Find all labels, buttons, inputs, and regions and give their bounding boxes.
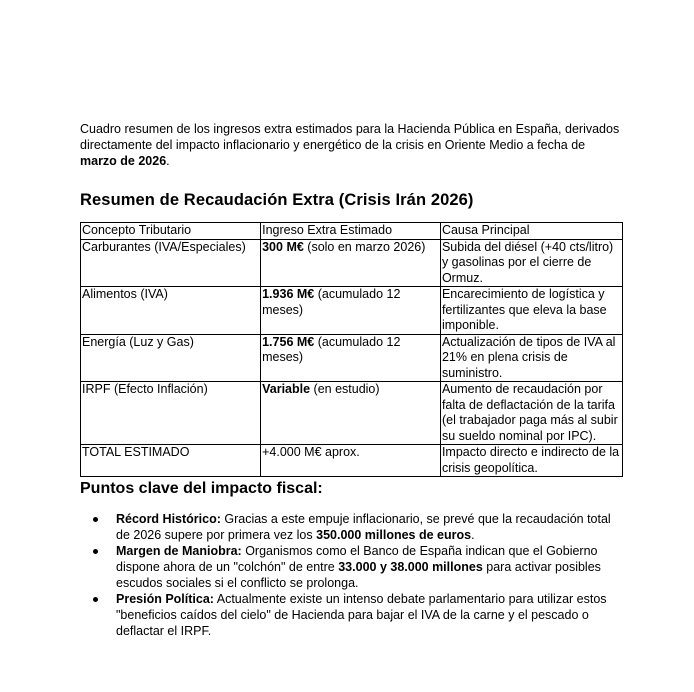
- point-text: Gracias a este empuje inflacionario, se prevé que la recaudación total de 2026 supere por primera vez los: [116, 512, 611, 542]
- key-points-list: [80, 511, 625, 639]
- row-amount: [261, 382, 441, 445]
- table-row: [81, 382, 623, 445]
- row-amount-value: 1.756 M€: [262, 334, 315, 349]
- list-item: [80, 591, 625, 639]
- row-concept: Carburantes (IVA/Especiales): [81, 239, 261, 287]
- key-points-heading: Puntos clave del impacto fiscal:: [80, 480, 323, 497]
- total-label: TOTAL ESTIMADO: [81, 445, 261, 477]
- intro-date: marzo de 2026: [80, 154, 167, 168]
- intro-text: Cuadro resumen de los ingresos extra estimados para la Hacienda Pública en España, derivados directamente del impacto inflacionario y energético de la crisis en Oriente Medio a fecha de: [80, 122, 620, 152]
- intro-end: .: [166, 154, 170, 168]
- document-page: [80, 121, 625, 639]
- point-highlight: 350.000 millones de euros: [316, 528, 472, 542]
- row-amount-value: 1.936 M€: [262, 287, 315, 301]
- row-concept: Energía (Luz y Gas): [81, 334, 261, 382]
- list-item: [80, 511, 625, 543]
- list-item: [80, 543, 625, 591]
- point-label: Récord Histórico:: [116, 512, 221, 526]
- row-cause: Encarecimiento de logística y fertilizantes que eleva la base imponible.: [440, 287, 622, 335]
- point-label: Presión Política:: [116, 592, 214, 606]
- row-cause: Subida del diésel (+40 cts/litro) y gasolinas por el cierre de Ormuz.: [440, 239, 622, 287]
- intro-paragraph: [80, 121, 625, 169]
- table-header-row: [81, 223, 623, 240]
- row-cause: Aumento de recaudación por falta de deflactación de la tarifa (el trabajador paga más al subir su sueldo nominal por IPC).: [440, 382, 622, 445]
- point-text: Organismos como el Banco de España indican que el Gobierno dispone ahora de un "colchón" de entre: [116, 544, 598, 574]
- point-text: Actualmente existe un intenso debate parlamentario para utilizar estos "beneficios caídos del cielo" de Hacienda para bajar el IVA de la carne y el pescado o deflactar el IRPF.: [116, 592, 607, 638]
- table-row: [81, 287, 623, 335]
- row-concept: IRPF (Efecto Inflación): [81, 382, 261, 445]
- point-text-end: para activar posibles escudos sociales si el conflicto se prolonga.: [116, 560, 601, 590]
- document-title: Resumen de Recaudación Extra (Crisis Irán 2026): [80, 191, 474, 209]
- revenue-summary-table: [80, 222, 623, 477]
- bullet-icon: [93, 517, 98, 522]
- table-total-row: [81, 445, 623, 477]
- header-cause: Causa Principal: [440, 223, 622, 240]
- point-highlight: 33.000 y 38.000 millones: [338, 560, 483, 574]
- row-concept: Alimentos (IVA): [81, 287, 261, 335]
- row-amount-note: (acumulado 12 meses): [262, 287, 401, 317]
- row-amount: [261, 239, 441, 287]
- point-label: Margen de Maniobra:: [116, 544, 242, 558]
- total-amount: +4.000 M€ aprox.: [261, 445, 441, 477]
- point-text-end: .: [471, 528, 475, 542]
- header-amount: Ingreso Extra Estimado: [261, 223, 441, 240]
- row-amount: [261, 287, 441, 335]
- row-amount: [261, 334, 441, 382]
- row-amount-note: (acumulado 12 meses): [262, 334, 401, 364]
- total-cause: Impacto directo e indirecto de la crisis geopolítica.: [440, 445, 622, 477]
- row-amount-value: 300 M€: [262, 239, 304, 254]
- bullet-icon: [93, 597, 98, 602]
- row-amount-value: Variable: [262, 382, 311, 396]
- row-cause: Actualización de tipos de IVA al 21% en plena crisis de suministro.: [440, 334, 622, 382]
- table-row: [81, 334, 623, 382]
- row-amount-note: (en estudio): [310, 382, 380, 396]
- table-row: [81, 239, 623, 287]
- header-concept: Concepto Tributario: [81, 223, 261, 240]
- bullet-icon: [93, 549, 98, 554]
- row-amount-note: (solo en marzo 2026): [303, 239, 426, 254]
